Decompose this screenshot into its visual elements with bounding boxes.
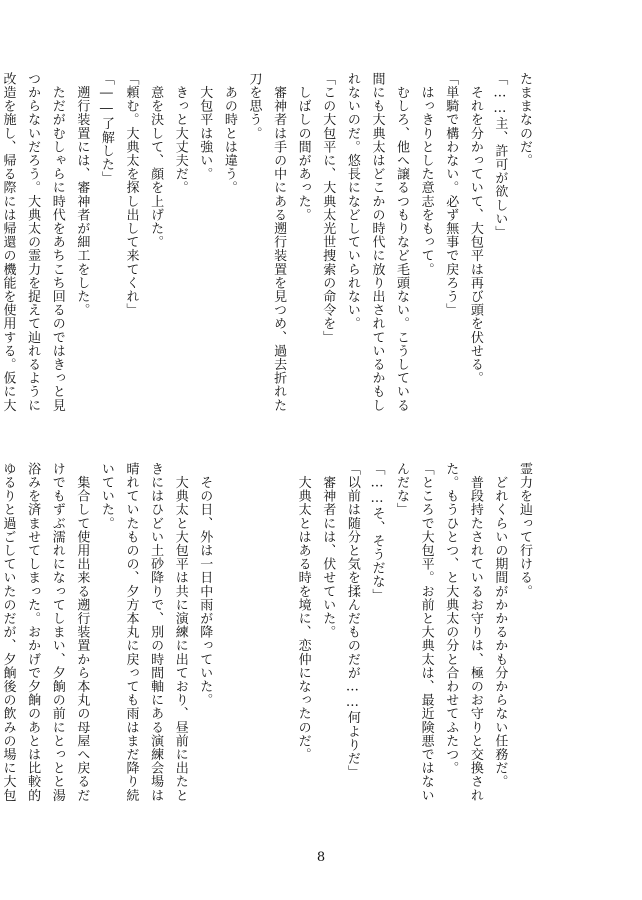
text-line: 「この大包平に、大典太光世捜索の命令を」 bbox=[320, 72, 336, 344]
text-line: 霊力を辿って行ける。 bbox=[517, 462, 532, 598]
text-line: その日、外は一日中雨が降っていた。 bbox=[197, 462, 213, 707]
top-text-block bbox=[0, 72, 536, 442]
text-line: それを分かっていて、大包平は再び頭を伏せる。 bbox=[467, 72, 483, 385]
page-number: 8 bbox=[316, 850, 326, 865]
text-line: ゆるりと過ごしていたのだが、夕餉後の飲みの場に大包 bbox=[0, 462, 16, 802]
text-line: しばしの間があった。 bbox=[295, 72, 311, 222]
text-line: きっと大丈夫だ。 bbox=[172, 72, 188, 195]
text-line: 大典太と大包平は共に演練に出ており、昼前に出たと bbox=[172, 462, 188, 802]
text-line: 大典太とはある時を境に、恋仲になったのだ。 bbox=[295, 462, 311, 762]
text-line: 「……主、許可が欲しい」 bbox=[492, 72, 508, 240]
text-line: 改造を施し、帰る際には帰還の機能を使用する。仮に大 bbox=[0, 72, 16, 412]
text-line: 大包平は強い。 bbox=[197, 72, 213, 181]
text-line: 普段持たされているお守りは、極のお守りと交換され bbox=[467, 462, 483, 802]
text-line: 集合して使用出来る遡行装置から本丸の母屋へ戻るだ bbox=[74, 462, 90, 802]
text-line: いていた。 bbox=[98, 462, 114, 530]
text-line: つからないだろう。大典太の霊力を捉えて辿れるように bbox=[25, 72, 41, 412]
text-line: はっきりとした意志をもって。 bbox=[418, 72, 434, 276]
text-line: 刀を思う。 bbox=[246, 72, 262, 140]
text-line: 晴れていたものの、夕方本丸に戻っても雨はまだ降り続 bbox=[123, 462, 139, 802]
text-line: たままなのだ。 bbox=[517, 72, 532, 168]
text-line: 浴みを済ませてしまった。おかげで夕餉のあとは比較的 bbox=[25, 462, 41, 802]
text-line: 「ところで大包平。お前と大典太は、最近険悪ではない bbox=[418, 462, 434, 802]
text-line: 審神者には、伏せていた。 bbox=[320, 462, 336, 639]
text-line: 「頼む。大典太を探し出して来てくれ」 bbox=[123, 72, 139, 317]
text-line: 「……そ、そうだな」 bbox=[369, 462, 385, 602]
text-line: きにはひどい土砂降りで、別の時間軸にある演練会場は bbox=[148, 462, 164, 802]
text-line: 「――了解した」 bbox=[98, 72, 114, 185]
text-line: 間にも大典太はどこかの時代に放り出されているかもし bbox=[369, 72, 385, 412]
text-line: ただがむしゃらに時代をあちこち回るのではきっと見 bbox=[49, 72, 65, 412]
text-line: 「単騎で構わない。必ず無事で戻ろう」 bbox=[443, 72, 459, 317]
text-line: 遡行装置には、審神者が細工をした。 bbox=[74, 72, 90, 317]
text-line: 「以前は随分と気を揉んだものだが……何よりだ」 bbox=[344, 462, 360, 779]
text-line: れないのだ。悠長になどしていられない。 bbox=[344, 72, 360, 331]
text-line: 審神者は手の中にある遡行装置を見つめ、過去折れた bbox=[271, 72, 287, 412]
text-line: あの時とは違う。 bbox=[221, 72, 237, 195]
text-line: た。もうひとつ、と大典太の分と合わせてふたつ。 bbox=[443, 462, 459, 775]
text-line: けでもずぶ濡れになってしまい、夕餉の前にとっとと湯 bbox=[49, 462, 65, 802]
text-line: どれくらいの期間がかかるかも分からない任務だ。 bbox=[492, 462, 508, 789]
text-line: んだな」 bbox=[394, 462, 410, 517]
text-line: むしろ、他へ譲るつもりなど毛頭ない。こうしている bbox=[394, 72, 410, 412]
text-line: 意を決して、顔を上げた。 bbox=[148, 72, 164, 249]
bottom-text-block bbox=[0, 462, 536, 832]
